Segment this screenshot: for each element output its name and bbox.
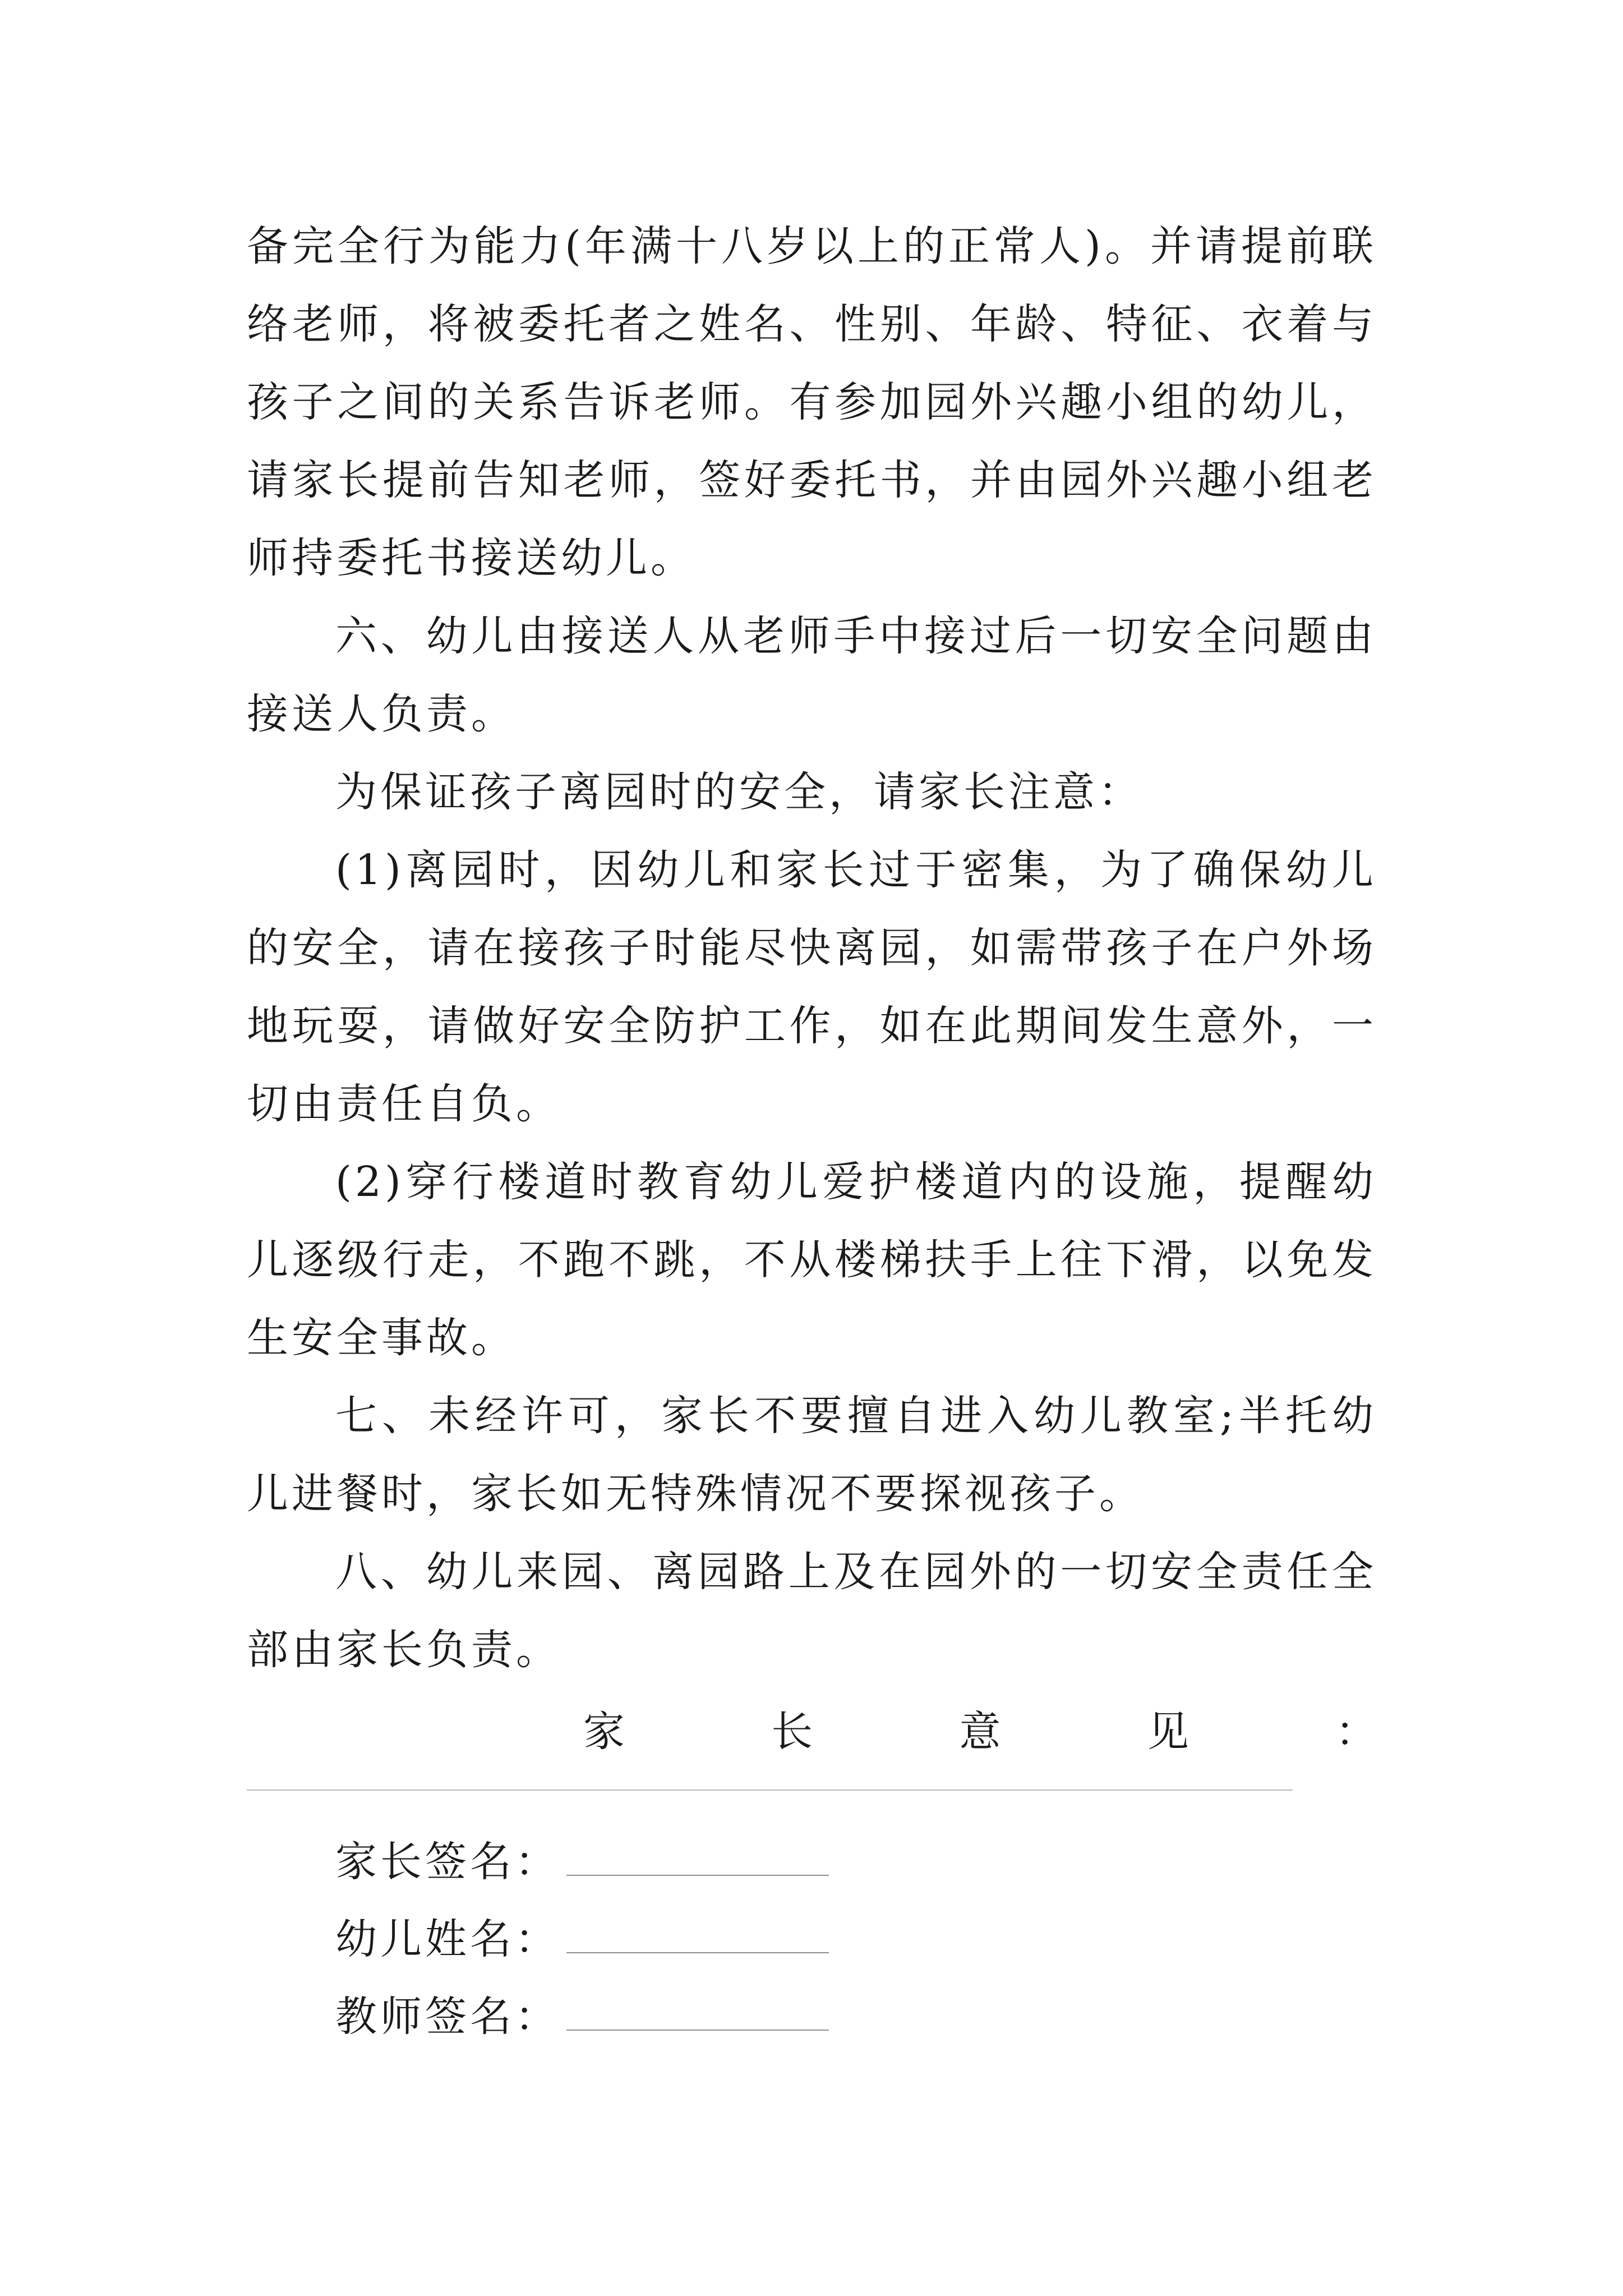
parent-signature-label: 家长签名： xyxy=(335,1838,560,1886)
parent-opinion-char: 长 xyxy=(771,1707,813,1756)
document-page xyxy=(247,208,1377,2052)
parent-signature-field[interactable] xyxy=(566,1841,829,1876)
paragraph-delegation-continued: 备完全行为能力(年满十八岁以上的正常人)。并请提前联络老师，将被委托者之姓名、性别、年龄、特征、衣着与孩子之间的关系告诉老师。有参加园外兴趣小组的幼儿，请家长提前告知老师，签好委托书，并由园外兴趣小组老师持委托书接送幼儿。 xyxy=(247,222,1377,582)
parent-opinion-char: 见 xyxy=(1147,1707,1189,1756)
paragraph-pickup-notice: 为保证孩子离园时的安全，请家长注意： xyxy=(335,768,1143,816)
child-name-field[interactable] xyxy=(566,1918,829,1953)
parent-opinion-char: 家 xyxy=(583,1707,625,1756)
paragraph-item-eight: 八、幼儿来园、离园路上及在园外的一切安全责任全部由家长负责。 xyxy=(247,1548,1377,1674)
paragraph-item-seven: 七、未经许可，家长不要擅自进入幼儿教室;半托幼儿进餐时，家长如无特殊情况不要探视孩子。 xyxy=(247,1392,1377,1518)
parent-opinion-char: 意 xyxy=(959,1707,1001,1756)
paragraph-note-1: (1)离园时，因幼儿和家长过于密集，为了确保幼儿的安全，请在接孩子时能尽快离园，如需带孩子在户外场地玩耍，请做好安全防护工作，如在此期间发生意外，一切由责任自负。 xyxy=(247,846,1377,1128)
paragraph-note-2: (2)穿行楼道时教育幼儿爱护楼道内的设施，提醒幼儿逐级行走，不跑不跳，不从楼梯扶手上往下滑，以免发生安全事故。 xyxy=(247,1158,1377,1362)
teacher-signature-label: 教师签名： xyxy=(335,1993,560,2041)
teacher-signature-field[interactable] xyxy=(566,1996,829,2031)
child-name-label: 幼儿姓名： xyxy=(335,1915,560,1963)
paragraph-item-six: 六、幼儿由接送人从老师手中接过后一切安全问题由接送人负责。 xyxy=(247,612,1377,738)
child-name-row xyxy=(335,1897,1377,1975)
parent-opinion-colon: ： xyxy=(1335,1707,1377,1756)
teacher-signature-row xyxy=(335,1975,1377,2052)
signature-block xyxy=(247,1820,1377,2052)
parent-signature-row xyxy=(335,1820,1377,1897)
parent-opinion-heading xyxy=(247,1689,1377,1767)
parent-opinion-line[interactable] xyxy=(247,1789,1293,1791)
